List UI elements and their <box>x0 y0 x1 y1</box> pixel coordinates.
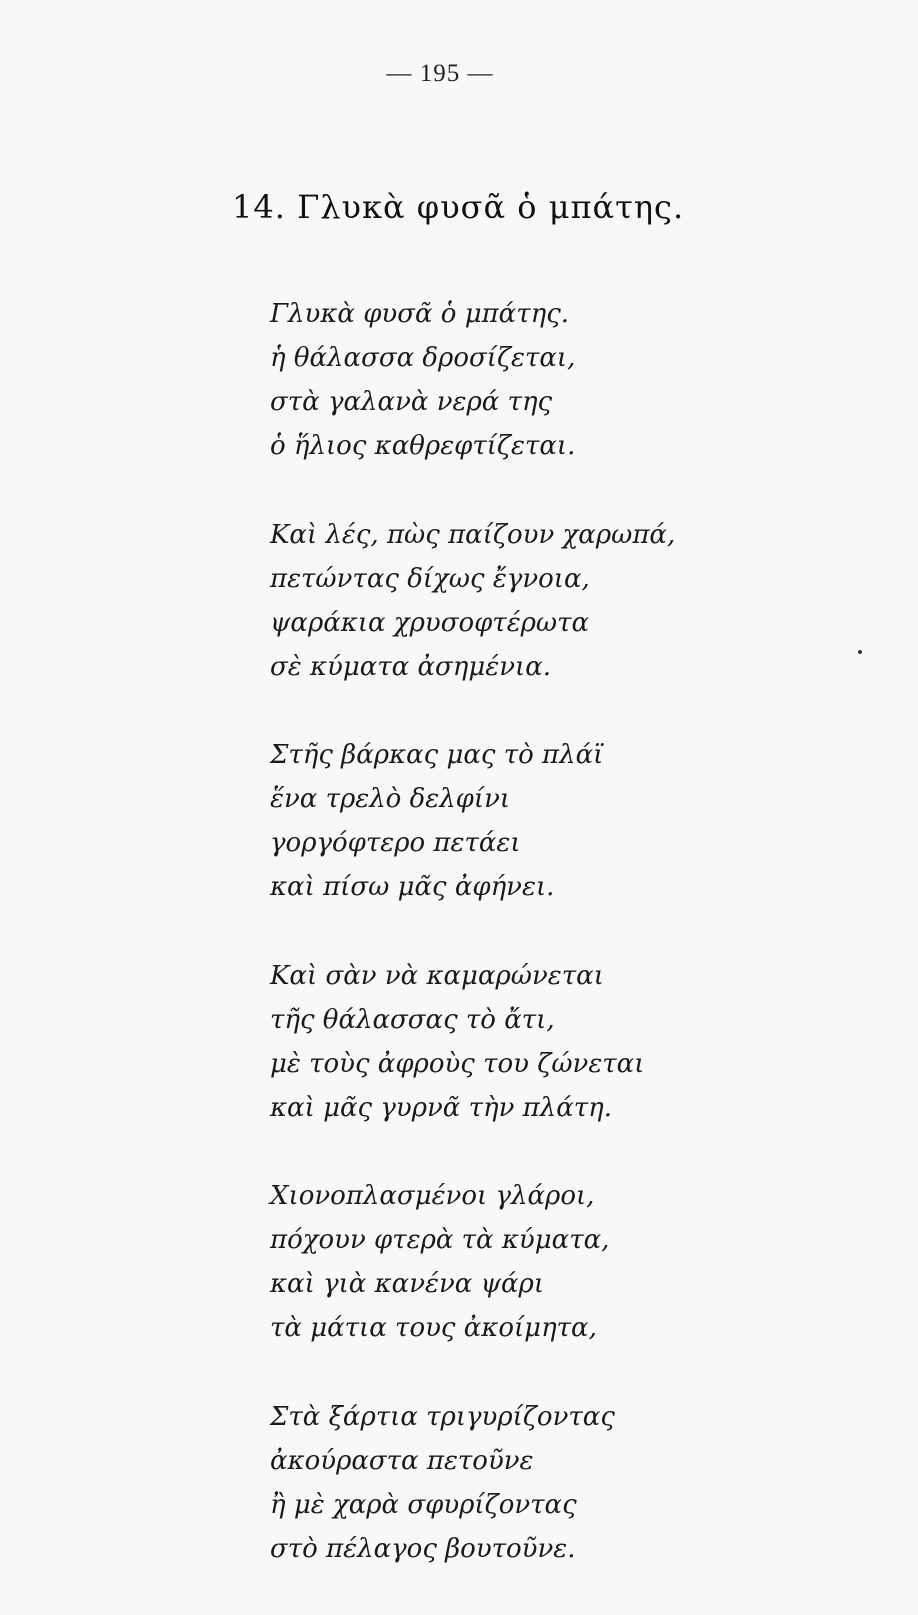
page-number: — 195 — <box>386 60 494 87</box>
poem-line: πετώντας δίχως ἔγνοια, <box>270 563 590 594</box>
stanza <box>270 292 675 468</box>
stanza <box>270 954 675 1130</box>
stanza <box>270 733 675 909</box>
poem-line: τῆς θάλασσας τὸ ἄτι, <box>270 1004 555 1035</box>
poem-line: στὰ γαλανὰ νερά της <box>270 387 553 417</box>
poem-line: Στὰ ξάρτια τριγυρίζοντας <box>270 1401 615 1432</box>
poem-line: Γλυκὰ φυσᾶ ὁ μπάτης. <box>270 299 570 329</box>
poem-line: Χιονοπλασμένοι γλάροι, <box>270 1181 595 1211</box>
poem-line: ὁ ἥλιος καθρεφτίζεται. <box>270 431 576 461</box>
poem-line: Στῆς βάρκας μας τὸ πλάϊ <box>270 740 604 770</box>
stanza <box>270 1395 675 1571</box>
poem-line: μὲ τοὺς ἀφροὺς του ζώνεται <box>270 1048 645 1079</box>
ink-speck <box>858 650 862 654</box>
poem-line: Καὶ σὰν νὰ καμαρώνεται <box>270 960 604 991</box>
poem-title: 14. Γλυκὰ φυσᾶ ὁ μπάτης. <box>232 188 685 226</box>
poem-line: καὶ πίσω μᾶς ἀφήνει. <box>270 872 555 902</box>
poem-line: γοργόφτερο πετάει <box>270 828 521 858</box>
poem-line: σὲ κύματα ἀσημένια. <box>270 651 552 682</box>
stanza <box>270 513 675 689</box>
poem-line: καὶ γιὰ κανένα ψάρι <box>270 1269 545 1299</box>
poem-line: ψαράκια χρυσοφτέρωτα <box>270 607 590 638</box>
poem-body <box>270 292 675 1615</box>
poem-line: ἕνα τρελὸ δελφίνι <box>270 784 511 814</box>
poem-line: ἀκούραστα πετοῦνε <box>270 1445 534 1476</box>
poem-line: ἢ μὲ χαρὰ σφυρίζοντας <box>270 1489 577 1520</box>
poem-line: τὰ μάτια τους ἀκοίμητα, <box>270 1313 597 1343</box>
poem-line: στὸ πέλαγος βουτοῦνε. <box>270 1533 576 1564</box>
poem-line: ἡ θάλασσα δροσίζεται, <box>270 343 576 373</box>
poem-line: πόχουν φτερὰ τὰ κύματα, <box>270 1225 610 1255</box>
poem-line: Καὶ λές, πὼς παίζουν χαρωπά, <box>270 519 676 550</box>
poem-line: καὶ μᾶς γυρνᾶ τὴν πλάτη. <box>270 1092 612 1123</box>
stanza <box>270 1174 675 1350</box>
